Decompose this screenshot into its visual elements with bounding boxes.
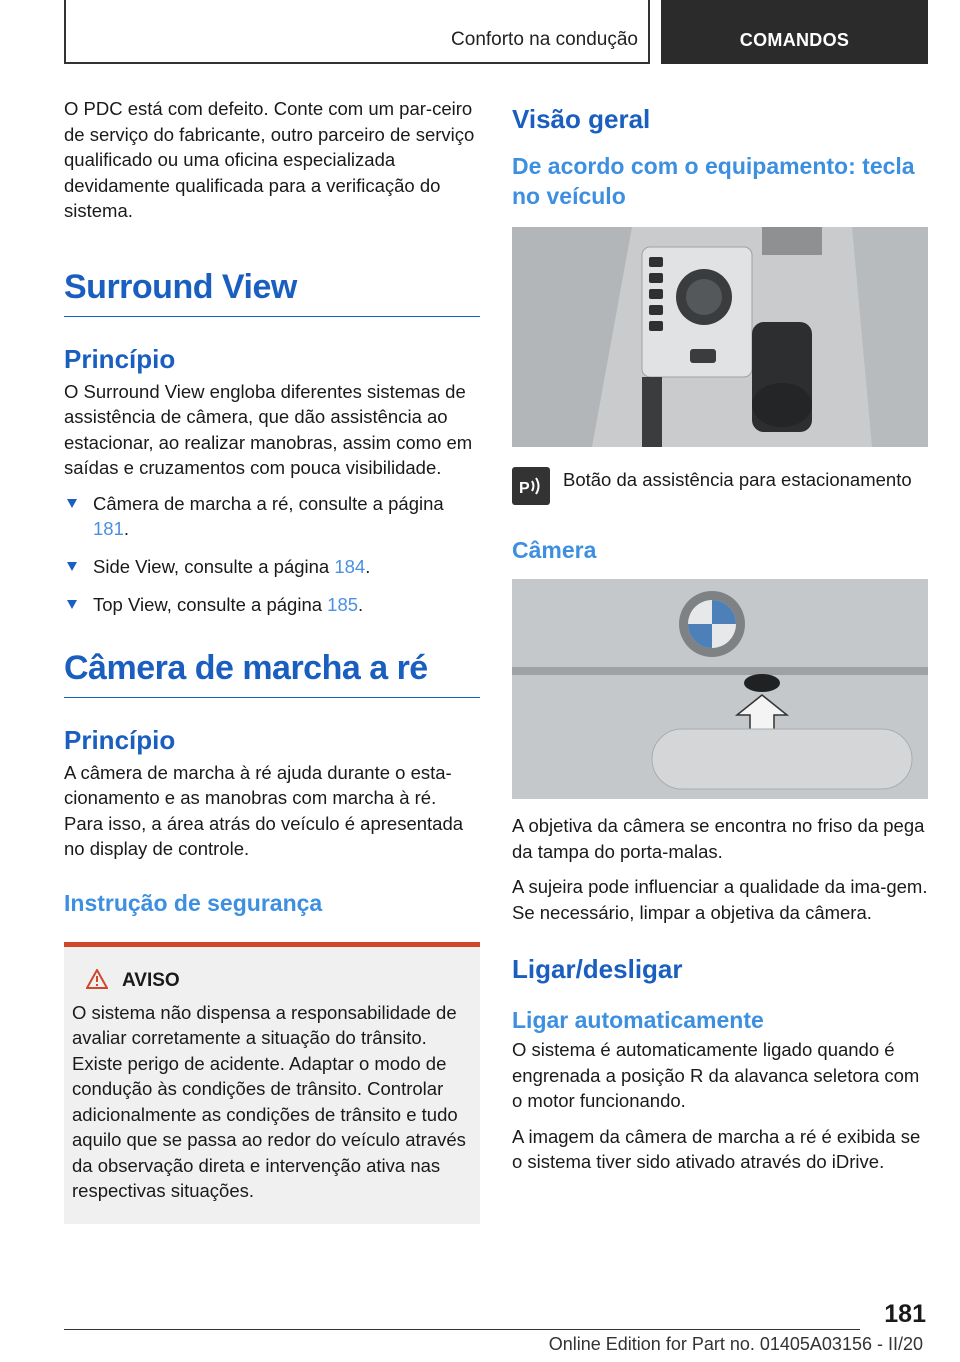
list-item xyxy=(64,491,480,541)
list-item xyxy=(64,554,480,579)
heading-ligar-auto: Ligar automaticamente xyxy=(512,1007,764,1033)
heading-principio-2: Princípio xyxy=(64,724,176,755)
heading-ligar-desligar: Ligar/desligar xyxy=(512,954,683,984)
header-chapter-box xyxy=(661,0,928,64)
warning-box xyxy=(64,942,480,1224)
page-link-184[interactable]: 184 xyxy=(334,555,366,577)
left-column xyxy=(64,96,480,1224)
console-photo xyxy=(512,227,928,447)
camera-paragraph-2: A sujeira pode influenciar a qualidade da ima-gem. Se necessário, limpar a objetiva da câmera. xyxy=(512,876,928,923)
triangle-bullet-icon xyxy=(67,562,77,571)
tailgate-camera-photo xyxy=(512,579,928,799)
button-caption: Botão da assistência para estacionamento xyxy=(563,469,912,490)
warning-header xyxy=(72,969,472,994)
list-item-text: Câmera de marcha a ré, consulte a página xyxy=(93,492,444,514)
list-item xyxy=(64,592,480,617)
list-item-end: . xyxy=(365,555,371,577)
principio-1-text: O Surround View engloba diferentes sistemas de assistência de câmera, que dão assistência ao estacionar, ao realizar manobras, assim como em saídas e cruzamentos com pouca visibilidade. xyxy=(64,380,473,478)
triangle-bullet-icon xyxy=(67,499,77,508)
chapter-title: COMANDOS xyxy=(739,30,850,50)
heading-camera-marcha-re: Câmera de marcha a ré xyxy=(64,649,480,698)
warning-text: O sistema não dispensa a responsabilidade de avaliar corretamente a situação do trânsito. Existe perigo de acidente. Adaptar o modo de condução às condições de trânsito. Controlar adicionalmente as condições de trânsito e tudo aquilo que se passa ao redor do veículo através da observação direta e intervenção ativa nas respectivas situações. xyxy=(72,1001,466,1201)
auto-paragraph-1: O sistema é automaticamente ligado quando é engrenada a posição R da alavanca seletora com o motor funcionando. xyxy=(512,1039,920,1111)
list-item-text: Side View, consulte a página xyxy=(93,555,330,577)
section-title: Conforto na condução xyxy=(451,29,638,50)
surround-view-list xyxy=(64,491,480,617)
page-header xyxy=(64,0,928,64)
warning-label: AVISO xyxy=(122,970,180,991)
auto-paragraph-2: A imagem da câmera de marcha a ré é exibida se o sistema tiver sido ativado através do iDrive. xyxy=(512,1125,921,1172)
heading-camera: Câmera xyxy=(512,537,597,563)
intro-paragraph: O PDC está com defeito. Conte com um par-ceiro de serviço do fabricante, outro parceiro de serviço qualificado ou uma oficina especializada devidamente qualificada para a verificação do sistema. xyxy=(64,98,475,221)
footer-divider xyxy=(64,1329,860,1330)
triangle-bullet-icon xyxy=(67,600,77,609)
page-link-181[interactable]: 181 xyxy=(93,517,124,539)
heading-principio-1: Princípio xyxy=(64,343,176,374)
svg-text:P: P xyxy=(519,480,530,497)
principio-2-text: A câmera de marcha à ré ajuda durante o esta-cionamento e as manobras com marcha à ré. Para isso, a área atrás do veículo é apresentada no display de controle. xyxy=(64,761,464,859)
right-column xyxy=(512,96,928,1185)
header-section-box xyxy=(64,0,650,64)
list-item-end: . xyxy=(123,517,130,539)
page-number: 181 xyxy=(884,1300,926,1328)
parking-assist-button-icon xyxy=(512,467,550,505)
list-item-end: . xyxy=(358,593,364,615)
heading-instrucao-seguranca: Instrução de segurança xyxy=(64,889,323,916)
heading-surround-view: Surround View xyxy=(64,268,480,317)
edition-note: Online Edition for Part no. 01405A03156 - II/20 xyxy=(548,1334,923,1354)
warning-triangle-icon xyxy=(86,969,108,994)
list-item-text: Top View, consulte a página xyxy=(93,593,323,615)
heading-equipamento-tecla: De acordo com o equipamento: tecla no veículo xyxy=(512,153,915,209)
camera-paragraph-1: A objetiva da câmera se encontra no friso da pega da tampa do porta-malas. xyxy=(512,815,925,862)
button-caption-row xyxy=(512,467,928,505)
page-link-185[interactable]: 185 xyxy=(327,593,359,615)
heading-visao-geral: Visão geral xyxy=(512,104,651,134)
